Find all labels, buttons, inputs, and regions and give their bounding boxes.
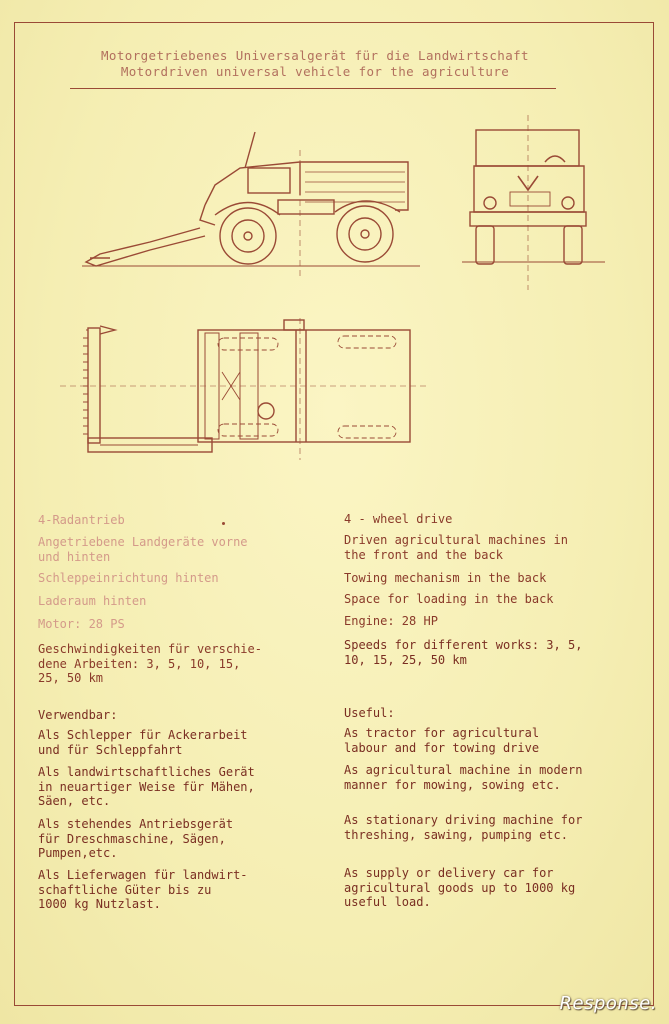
usage-en-2: As agricultural machine in modern manner for mowing, sowing etc. xyxy=(344,763,583,792)
usage-de-3: Als stehendes Antriebsgerät für Dreschmaschine, Sägen, Pumpen,etc. xyxy=(38,817,234,860)
vehicle-drawings xyxy=(0,0,669,480)
usage-en-3: As stationary driving machine for threshing, sawing, pumping etc. xyxy=(344,813,583,842)
title-german: Motorgetriebenes Universalgerät für die Landwirtschaft xyxy=(101,48,529,63)
front-view-drawing xyxy=(462,115,605,290)
usage-en-4: As supply or delivery car for agricultural goods up to 1000 kg useful load. xyxy=(344,866,576,909)
spec-en-5: Engine: 28 HP xyxy=(344,614,438,628)
usage-heading-en: Useful: xyxy=(344,706,395,720)
spec-de-1: 4-Radantrieb xyxy=(38,513,125,527)
spec-en-2: Driven agricultural machines in the front and the back xyxy=(344,533,568,562)
usage-de-1: Als Schlepper für Ackerarbeit und für Schleppfahrt xyxy=(38,728,248,757)
spec-en-4: Space for loading in the back xyxy=(344,592,554,606)
spec-en-6: Speeds for different works: 3, 5, 10, 15, 25, 50 km xyxy=(344,638,583,667)
usage-de-4: Als Lieferwagen für landwirt- schaftliche Güter bis zu 1000 kg Nutzlast. xyxy=(38,868,248,911)
spec-de-3: Schleppeinrichtung hinten xyxy=(38,571,219,585)
spec-de-4: Laderaum hinten xyxy=(38,594,147,608)
response-watermark: Response. xyxy=(559,993,657,1014)
side-view-drawing xyxy=(82,132,420,280)
top-view-drawing xyxy=(60,318,430,460)
usage-en-1: As tractor for agricultural labour and for towing drive xyxy=(344,726,540,755)
usage-heading-de: Verwendbar: xyxy=(38,708,118,722)
spec-en-3: Towing mechanism in the back xyxy=(344,571,547,585)
spec-en-1: 4 - wheel drive xyxy=(344,512,453,526)
spec-de-6: Geschwindigkeiten für verschie- dene Arbeiten: 3, 5, 10, 15, 25, 50 km xyxy=(38,642,262,685)
title-english: Motordriven universal vehicle for the agriculture xyxy=(120,64,510,79)
spec-de-2: Angetriebene Landgeräte vorne und hinten xyxy=(38,535,248,564)
spec-de-5: Motor: 28 PS xyxy=(38,617,125,631)
usage-de-2: Als landwirtschaftliches Gerät in neuartiger Weise für Mähen, Säen, etc. xyxy=(38,765,255,808)
